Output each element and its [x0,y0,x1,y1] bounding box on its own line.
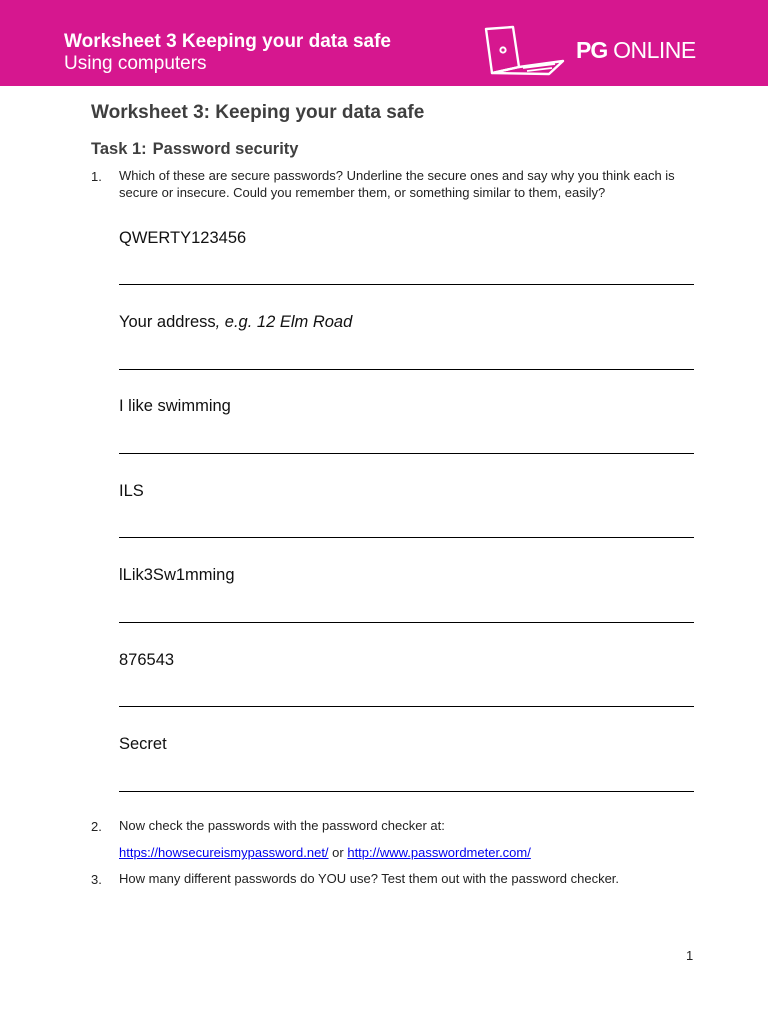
question-3-text: How many different passwords do YOU use? Test them out with the password checker. [119,871,620,886]
question-2-text: Now check the passwords with the password checker at: [119,818,445,833]
document-title: Worksheet 3: Keeping your data safe [91,102,425,123]
pg-online-logo [483,24,703,78]
checker-links [119,845,531,860]
logo-wordmark: PG ONLINE [576,37,696,63]
question-2-number: 2. [91,819,102,834]
link-passwordmeter[interactable]: http://www.passwordmeter.com/ [347,845,531,860]
header-subtitle: Using computers [64,53,207,74]
task-heading [91,140,298,159]
answer-line-5 [119,622,694,623]
password-item-1: QWERTY123456 [119,229,247,247]
question-3-number: 3. [91,872,102,887]
password-item-4: ILS [119,482,144,500]
question-1-text: Which of these are secure passwords? Underline the secure ones and say why you think each is secure or insecure. Could you remember them, or something similar to them, easily? [119,168,675,200]
task-label: Task 1: [91,140,147,158]
links-separator: or [328,845,348,860]
task-name: Password security [152,140,299,158]
password-item-3: I like swimming [119,397,231,415]
answer-line-1 [119,284,694,285]
header-banner [0,0,768,86]
password-item-7: Secret [119,735,167,753]
link-howsecureismypassword[interactable]: https://howsecureismypassword.net/ [119,845,329,860]
answer-line-7 [119,791,694,792]
password-example: , e.g. 12 Elm Road [215,313,353,331]
password-item-6: 876543 [119,651,175,669]
answer-line-2 [119,369,694,370]
password-item-5: lLik3Sw1mming [119,566,235,584]
password-item-2: Your address, e.g. 12 Elm Road [119,313,353,331]
header-title: Worksheet 3 Keeping your data safe [64,31,391,52]
page-number: 1 [686,948,694,963]
answer-line-4 [119,537,694,538]
laptop-icon [483,24,567,78]
answer-line-3 [119,453,694,454]
question-1-number: 1. [91,169,102,184]
answer-line-6 [119,706,694,707]
